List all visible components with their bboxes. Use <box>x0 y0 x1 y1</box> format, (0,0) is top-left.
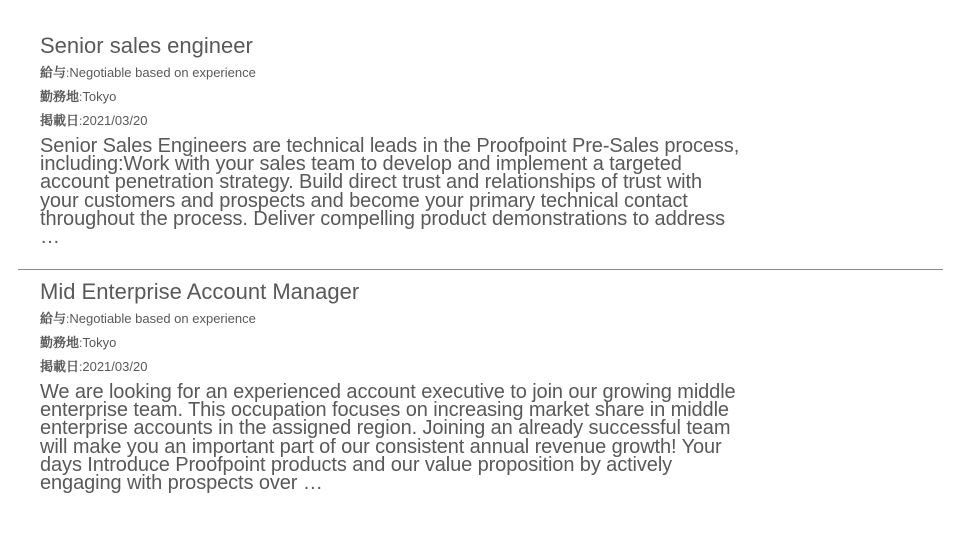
posted-date-label: 掲載日 <box>40 360 80 375</box>
meta-separator: : <box>66 312 70 326</box>
location-row <box>40 335 760 351</box>
job-listing <box>40 33 760 249</box>
salary-row <box>40 311 760 327</box>
posted-date-label: 掲載日 <box>40 114 80 129</box>
location-row <box>40 89 760 105</box>
meta-separator: : <box>79 114 83 128</box>
location-label: 勤務地 <box>40 90 80 105</box>
meta-separator: : <box>79 336 83 350</box>
location-value: Tokyo <box>82 335 117 350</box>
salary-value: Negotiable based on experience <box>69 65 256 80</box>
meta-separator: : <box>79 360 83 374</box>
salary-label: 給与 <box>40 312 67 327</box>
location-label: 勤務地 <box>40 336 80 351</box>
job-title[interactable]: Mid Enterprise Account Manager <box>40 279 360 304</box>
posted-date-value: 2021/03/20 <box>82 113 148 128</box>
meta-separator: : <box>66 66 70 80</box>
salary-value: Negotiable based on experience <box>69 311 256 326</box>
posted-date-row <box>40 359 760 375</box>
job-description: Senior Sales Engineers are technical leads in the Proofpoint Pre-Sales process, including:Work with your sales team to develop and implement a targeted account penetration strategy. Build direct trust and relationships of trust with your customers and prospects and become your primary technical contact throughout the process. Deliver compelling product demonstrations to address … <box>40 135 740 249</box>
meta-separator: : <box>79 90 83 104</box>
location-value: Tokyo <box>82 89 117 104</box>
listing-divider <box>18 269 943 270</box>
salary-row <box>40 65 760 81</box>
job-description: We are looking for an experienced account executive to join our growing middle enterprise team. This occupation focuses on increasing market share in middle enterprise accounts in the assigned region. Joining an already successful team will make you an important part of our consistent annual revenue growth! Your days Introduce Proofpoint products and our value proposition by actively engaging with prospects over … <box>40 381 736 495</box>
posted-date-value: 2021/03/20 <box>82 359 148 374</box>
salary-label: 給与 <box>40 66 67 81</box>
job-listing <box>40 279 760 495</box>
job-title[interactable]: Senior sales engineer <box>40 33 253 58</box>
posted-date-row <box>40 113 760 129</box>
